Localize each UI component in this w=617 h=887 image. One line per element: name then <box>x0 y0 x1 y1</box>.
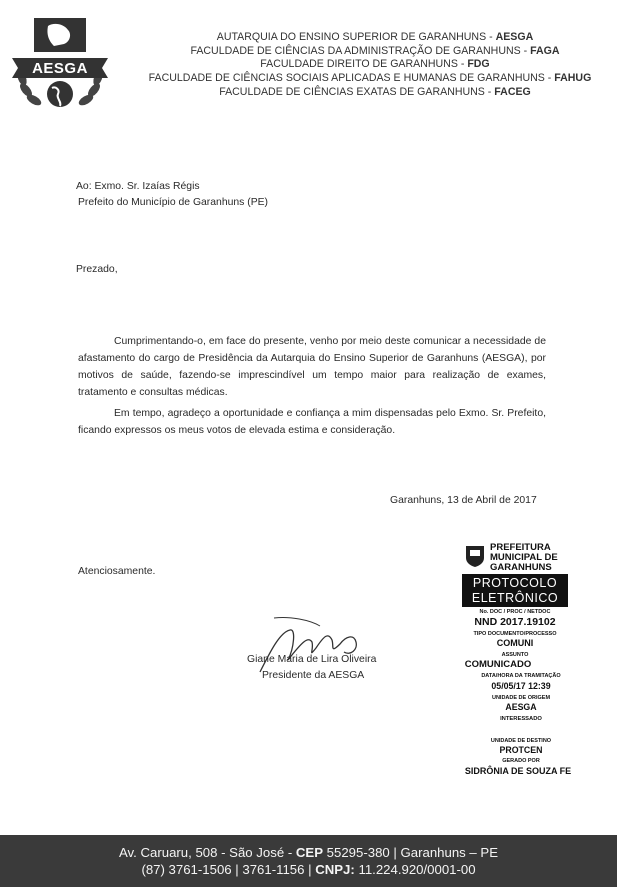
recipient-name: Ao: Exmo. Sr. Izaías Régis <box>76 181 200 192</box>
stamp-destination-value: PROTCEN <box>499 745 543 755</box>
paragraph-leave-notice: Cumprimentando-o, em face do presente, venho por meio deste comunicar a necessidade de afastamento do cargo de Presidência da Autarquia do Ensino Superior de Garanhuns (AESGA), por motivos de saúde, fazendo-se imprescindível um tempo maior para realização de exames, tratamento e consultas médicas. <box>78 336 546 398</box>
stamp-type-label: TIPO DOCUMENTO/PROCESSO <box>473 631 557 637</box>
protocol-stamp <box>462 542 582 787</box>
header-line-aesga: AUTARQUIA DO ENSINO SUPERIOR DE GARANHUNS - AESGA <box>216 31 534 43</box>
recipient-title: Prefeito do Município de Garanhuns (PE) <box>78 197 269 208</box>
city-crest-icon <box>464 544 486 568</box>
stamp-doc-number: NND 2017.19102 <box>474 616 556 628</box>
stamp-banner-line2: ELETRÔNICO <box>471 591 559 605</box>
stamp-org-line1: PREFEITURA <box>490 542 551 553</box>
stamp-org-line3: GARANHUNS <box>490 562 552 573</box>
stamp-generated-label: GERADO POR <box>502 758 540 764</box>
logo-text: AESGA <box>32 60 88 77</box>
stamp-datetime-value: 05/05/17 12:39 <box>491 681 551 691</box>
header-line-faceg: FACULDADE DE CIÊNCIAS EXATAS DE GARANHUNS - FACEG <box>219 86 531 98</box>
header-line-faga: FACULDADE DE CIÊNCIAS DA ADMINISTRAÇÃO DE GARANHUNS - FAGA <box>190 45 560 57</box>
footer-contacts: (87) 3761-1506 | 3761-1156 | CNPJ: 11.224.920/0001-00 <box>141 862 476 877</box>
stamp-doc-label: No. DOC / PROC / NETDOC <box>479 609 551 615</box>
stamp-subject-value: COMUNICADO <box>464 659 532 670</box>
stamp-banner-line1: PROTOCOLO <box>472 576 558 590</box>
aesga-logo <box>8 16 112 112</box>
salutation: Prezado, <box>76 264 118 275</box>
stamp-origin-value: AESGA <box>505 702 537 712</box>
stamp-interested-label: INTERESSADO <box>500 716 542 722</box>
stamp-datetime-label: DATA/HORA DA TRAMITAÇÃO <box>481 673 561 679</box>
footer-address: Av. Caruaru, 508 - São José - CEP 55295-380 | Garanhuns – PE <box>118 845 499 860</box>
header-line-fdg: FACULDADE DIREITO DE GARANHUNS - FDG <box>260 58 490 70</box>
stamp-type-value: COMUNI <box>496 638 534 648</box>
stamp-origin-label: UNIDADE DE ORIGEM <box>491 695 551 701</box>
signer-title: Presidente da AESGA <box>262 670 365 681</box>
stamp-generated-value: SIDRÔNIA DE SOUZA FE <box>464 766 572 776</box>
header-line-fahug: FACULDADE DE CIÊNCIAS SOCIAIS APLICADAS E HUMANAS DE GARANHUNS - FAHUG <box>148 72 592 84</box>
signer-name: Giane Maria de Lira Oliveira <box>247 654 377 665</box>
place-date: Garanhuns, 13 de Abril de 2017 <box>390 495 537 506</box>
closing: Atenciosamente. <box>78 566 156 577</box>
paragraph-thanks: Em tempo, agradeço a oportunidade e confiança a mim dispensadas pelo Exmo. Sr. Prefeito, ficando expressos os meus votos de elevada estima e consideração. <box>78 408 546 436</box>
stamp-subject-label: ASSUNTO <box>501 652 529 658</box>
stamp-org-line2: MUNICIPAL DE <box>490 552 558 563</box>
stamp-destination-label: UNIDADE DE DESTINO <box>490 738 552 744</box>
footer-bar <box>0 835 617 887</box>
